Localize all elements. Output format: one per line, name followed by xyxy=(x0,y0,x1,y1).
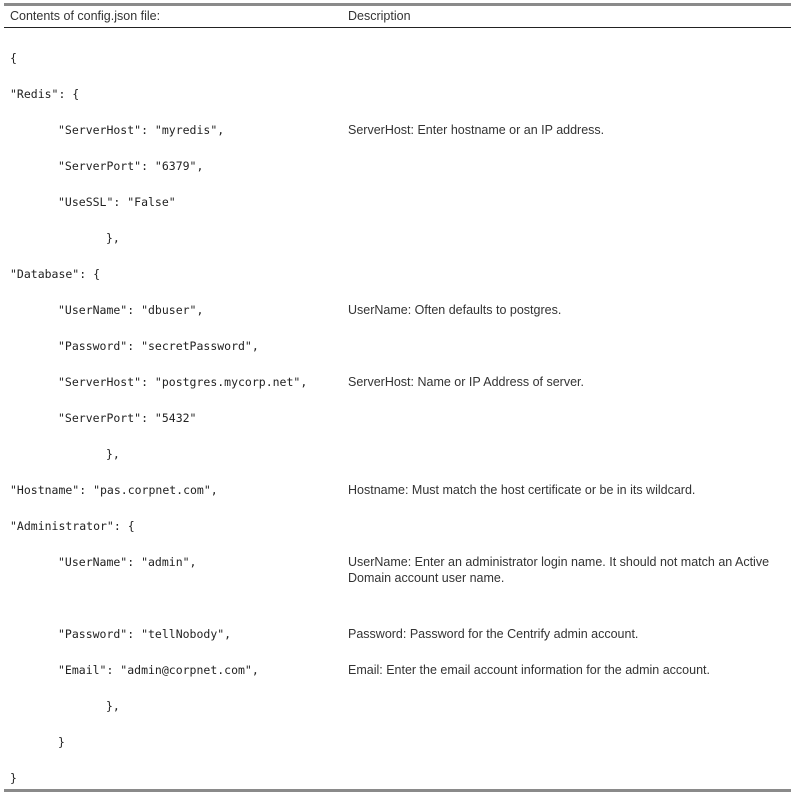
config-code-line: }, xyxy=(106,231,120,245)
field-description: ServerHost: Enter hostname or an IP address. xyxy=(348,123,605,137)
config-code-line: "Redis": { xyxy=(10,87,80,101)
table-row xyxy=(4,544,791,616)
table-row xyxy=(4,184,791,220)
table-row xyxy=(4,112,791,148)
table-row xyxy=(4,220,791,256)
table-row xyxy=(4,76,791,112)
config-code-line: "ServerHost": "myredis", xyxy=(58,123,225,137)
table-row xyxy=(4,292,791,328)
config-code-line: "ServerPort": "6379", xyxy=(58,159,204,173)
table-row xyxy=(4,472,791,508)
table-row xyxy=(4,436,791,472)
header-description: Description xyxy=(348,9,411,23)
field-description: Email: Enter the email account information for the admin account. xyxy=(348,663,710,677)
config-code-line: "ServerPort": "5432" xyxy=(58,411,197,425)
config-code-line: }, xyxy=(106,447,120,461)
table-header xyxy=(4,6,791,28)
config-code-line: "UserName": "dbuser", xyxy=(58,303,204,317)
field-description: UserName: Enter an administrator login name. It should not match an Active Domain account user name. xyxy=(348,555,770,585)
table-row xyxy=(4,508,791,544)
table-row xyxy=(4,688,791,724)
table-row xyxy=(4,328,791,364)
config-code-line: "Email": "admin@corpnet.com", xyxy=(58,663,259,677)
config-code-line: "Password": "secretPassword", xyxy=(58,339,259,353)
table-row xyxy=(4,256,791,292)
config-code-line: { xyxy=(10,51,17,65)
header-config-contents: Contents of config.json file: xyxy=(10,9,161,23)
table-row xyxy=(4,40,791,76)
config-code-line: "UseSSL": "False" xyxy=(58,195,176,209)
table-row xyxy=(4,652,791,688)
table-row xyxy=(4,364,791,400)
field-description: ServerHost: Name or IP Address of server. xyxy=(348,375,584,389)
config-code-line: "UserName": "admin", xyxy=(58,555,197,569)
config-code-line: "ServerHost": "postgres.mycorp.net", xyxy=(58,375,308,389)
config-code-line: "Password": "tellNobody", xyxy=(58,627,232,641)
table-row xyxy=(4,724,791,760)
field-description: Password: Password for the Centrify admin account. xyxy=(348,627,639,641)
config-code-line: } xyxy=(10,771,17,785)
field-description: UserName: Often defaults to postgres. xyxy=(348,303,562,317)
field-description: Hostname: Must match the host certificate or be in its wildcard. xyxy=(348,483,696,497)
config-code-line: "Hostname": "pas.corpnet.com", xyxy=(10,483,218,497)
table-row xyxy=(4,148,791,184)
table-bottom-rule xyxy=(4,789,791,792)
table-body xyxy=(4,40,791,796)
table-row xyxy=(4,400,791,436)
config-code-line: } xyxy=(58,735,65,749)
table-row xyxy=(4,616,791,652)
config-code-line: "Database": { xyxy=(10,267,101,281)
config-code-line: }, xyxy=(106,699,120,713)
config-code-line: "Administrator": { xyxy=(10,519,135,533)
